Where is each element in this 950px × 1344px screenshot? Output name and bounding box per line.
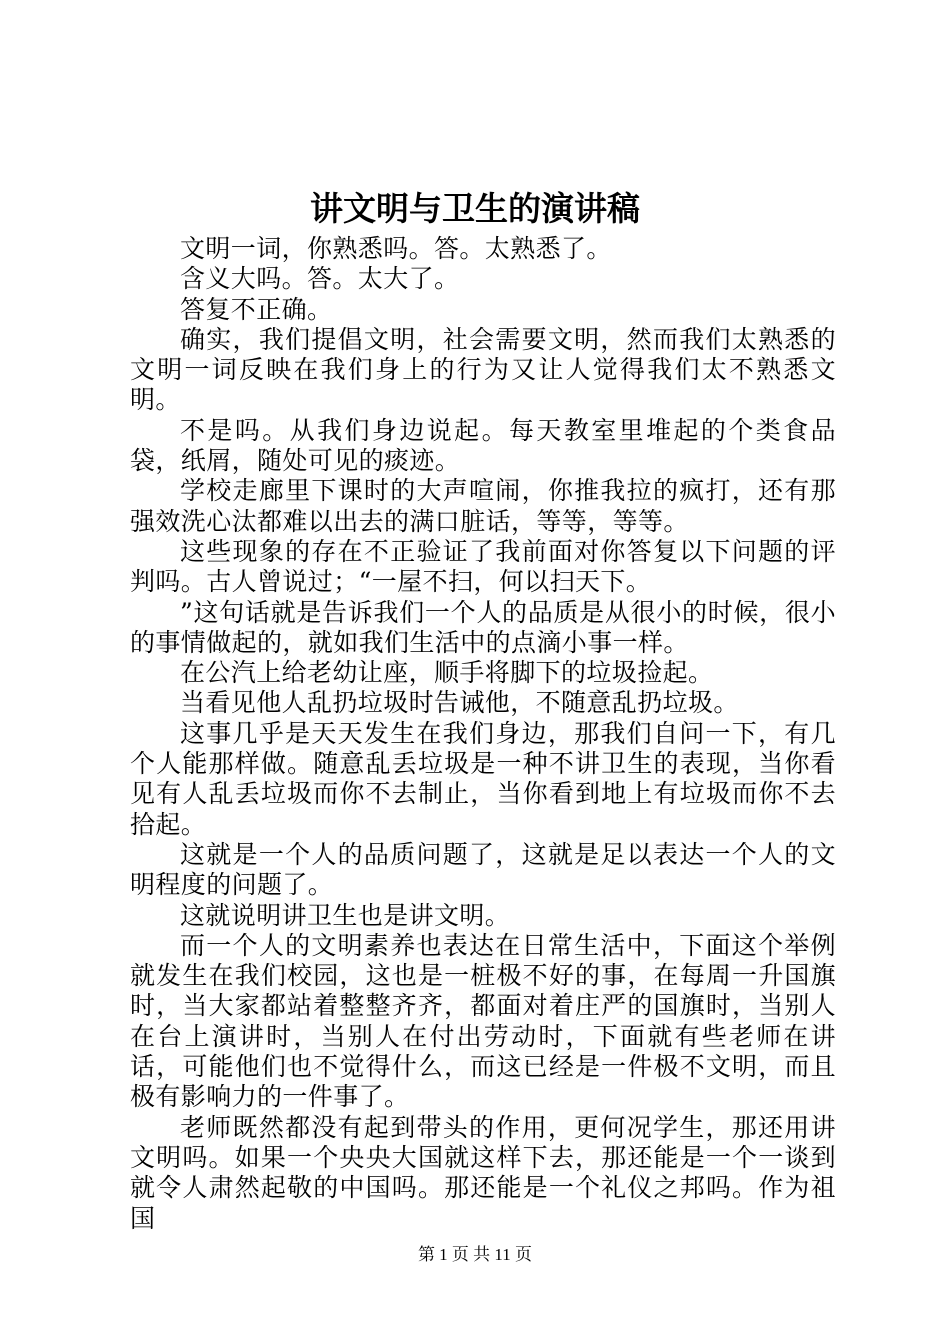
paragraph: 不是吗。从我们身边说起。每天教室里堆起的个类食品袋，纸屑，随处可见的痰迹。: [130, 415, 836, 476]
paragraph: 含义大吗。答。太大了。: [180, 264, 460, 294]
paragraph: 学校走廊里下课时的大声喧闹，你推我拉的疯打，还有那强效洗心汰都难以出去的满口脏话，等等，等等。: [130, 476, 836, 536]
paragraph: 这就说明讲卫生也是讲文明。: [180, 900, 511, 930]
paragraph: 答复不正确。: [180, 294, 333, 324]
document-body: [130, 234, 836, 1234]
paragraph: 确实，我们提倡文明，社会需要文明，然而我们太熟悉的文明一词反映在我们身上的行为又让人觉得我们太不熟悉文明。: [130, 324, 836, 415]
paragraph: 在公汽上给老幼让座，顺手将脚下的垃圾捡起。: [180, 658, 714, 688]
paragraph: 老师既然都没有起到带头的作用，更何况学生，那还用讲文明吗。如果一个央央大国就这样下去，那还能是一个一谈到就令人肃然起敬的中国吗。那还能是一个礼仪之邦吗。作为祖国: [130, 1112, 836, 1233]
paragraph: ”这句话就是告诉我们一个人的品质是从很小的时候，很小的事情做起的，就如我们生活中的点滴小事一样。: [130, 597, 836, 657]
document-title: 讲文明与卫生的演讲稿: [310, 189, 640, 228]
paragraph: 这事几乎是天天发生在我们身边，那我们自问一下，有几个人能那样做。随意乱丢垃圾是一种不讲卫生的表现，当你看见有人乱丢垃圾而你不去制止，当你看到地上有垃圾而你不去拾起。: [130, 718, 836, 839]
paragraph: 这些现象的存在不正验证了我前面对你答复以下问题的评判吗。古人曾说过；“一屋不扫，何以扫天下。: [130, 536, 836, 597]
paragraph: 这就是一个人的品质问题了，这就是足以表达一个人的文明程度的问题了。: [130, 839, 836, 900]
paragraph: 文明一词，你熟悉吗。答。太熟悉了。: [180, 234, 612, 263]
paragraph: 而一个人的文明素养也表达在日常生活中，下面这个举例就发生在我们校园，这也是一桩极不好的事，在每周一升国旗时，当大家都站着整整齐齐，都面对着庄严的国旗时，当别人在台上演讲时，当别人在付出劳动时，下面就有些老师在讲话，可能他们也不觉得什么，而这已经是一件极不文明，而且极有影响力的一件事了。: [130, 930, 836, 1112]
page-footer: 第 1 页 共 11 页: [417, 1245, 533, 1264]
paragraph: 当看见他人乱扔垃圾时告诫他，不随意乱扔垃圾。: [180, 688, 739, 718]
